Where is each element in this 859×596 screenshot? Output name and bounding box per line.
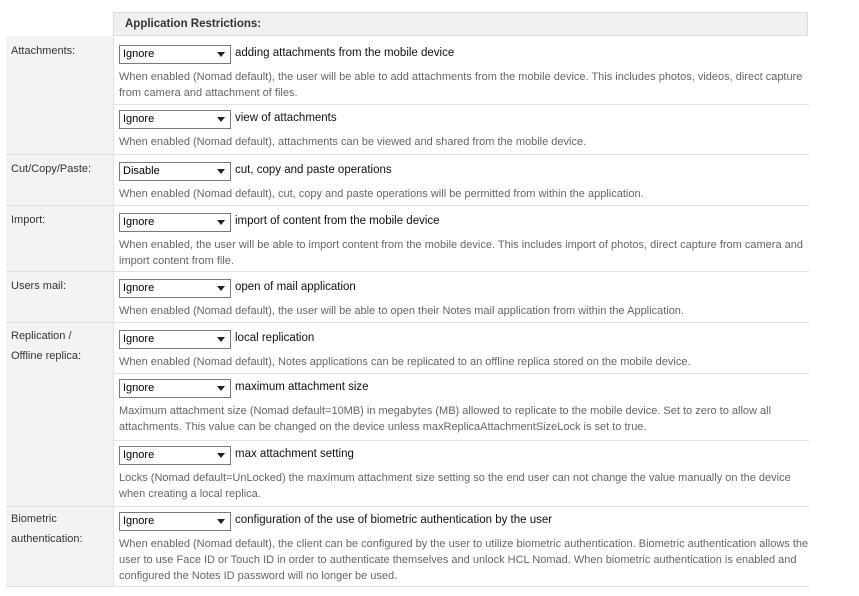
add-attachments-description: When enabled (Nomad default), the user will be able to add attachments from the mobile device. This includes photos, videos, direct capture from camera and attachment of files.: [119, 71, 803, 99]
max-attachment-lock-select-value: Ignore: [123, 449, 155, 461]
chevron-down-icon[interactable]: [214, 47, 229, 62]
group-label-cut-copy-paste: Cut/Copy/Paste:: [11, 163, 92, 175]
label-column: [6, 36, 114, 587]
import-content-select[interactable]: [119, 213, 231, 232]
biometric-auth-select[interactable]: [119, 512, 231, 531]
biometric-auth-label: configuration of the use of biometric authentication by the user: [235, 514, 553, 526]
chevron-down-icon[interactable]: [214, 514, 229, 529]
view-attachments-description: When enabled (Nomad default), attachments can be viewed and shared from the mobile device.: [119, 136, 587, 148]
open-mail-select[interactable]: [119, 279, 231, 298]
group-label-users-mail: Users mail:: [11, 280, 67, 292]
group-separator: [6, 154, 809, 155]
group-separator: [6, 586, 809, 587]
cut-copy-paste-select[interactable]: [119, 162, 231, 181]
chevron-down-icon[interactable]: [214, 112, 229, 127]
chevron-down-icon[interactable]: [214, 281, 229, 296]
local-replication-label: local replication: [235, 332, 315, 344]
group-separator: [6, 322, 809, 323]
import-content-description: When enabled, the user will be able to import content from the mobile device. This includes import of photos, direct capture from camera and import content from file.: [119, 239, 803, 267]
add-attachments-select-value: Ignore: [123, 48, 155, 60]
group-label-replication: [11, 326, 111, 366]
open-mail-label: open of mail application: [235, 281, 356, 293]
chevron-down-icon[interactable]: [214, 332, 229, 347]
max-attachment-lock-description: Locks (Nomad default=UnLocked) the maximum attachment size setting so the end user can not change the value manually on the device when creating a local replica.: [119, 472, 791, 500]
open-mail-description: When enabled (Nomad default), the user will be able to open their Notes mail application from within the Application.: [119, 305, 684, 317]
max-attachment-lock-select[interactable]: [119, 446, 231, 465]
add-attachments-select[interactable]: [119, 45, 231, 64]
group-label-biometric: [11, 509, 111, 549]
biometric-auth-select-value: Ignore: [123, 515, 155, 527]
open-mail-select-value: Ignore: [123, 282, 155, 294]
local-replication-select-value: Ignore: [123, 333, 155, 345]
group-label-biometric-line1: Biometric: [11, 513, 57, 525]
local-replication-description: When enabled (Nomad default), Notes applications can be replicated to an offline replica stored on the mobile device.: [119, 356, 691, 368]
group-label-biometric-line2: authentication:: [11, 533, 83, 545]
section-title: Application Restrictions:: [125, 18, 262, 30]
entry-separator: [113, 104, 809, 105]
group-separator: [6, 271, 809, 272]
chevron-down-icon[interactable]: [214, 448, 229, 463]
group-separator: [6, 205, 809, 206]
group-label-replication-line2: Offline replica:: [11, 350, 82, 362]
chevron-down-icon[interactable]: [214, 381, 229, 396]
view-attachments-select-value: Ignore: [123, 113, 155, 125]
view-attachments-select[interactable]: [119, 110, 231, 129]
max-attachment-size-label: maximum attachment size: [235, 381, 369, 393]
cut-copy-paste-label: cut, copy and paste operations: [235, 164, 392, 176]
add-attachments-label: adding attachments from the mobile device: [235, 47, 455, 59]
group-label-attachments: Attachments:: [11, 45, 76, 57]
max-attachment-lock-label: max attachment setting: [235, 448, 354, 460]
import-content-select-value: Ignore: [123, 216, 155, 228]
cut-copy-paste-description: When enabled (Nomad default), cut, copy and paste operations will be permitted from within the application.: [119, 188, 644, 200]
max-attachment-size-select-value: Ignore: [123, 382, 155, 394]
max-attachment-size-description: Maximum attachment size (Nomad default=10MB) in megabytes (MB) allowed to replicate to the mobile device. Set to zero to allow all attachments. This value can be changed on the device unless maxReplicaAttachmentSizeLock is set to true.: [119, 405, 772, 433]
view-attachments-label: view of attachments: [235, 112, 337, 124]
local-replication-select[interactable]: [119, 330, 231, 349]
group-separator: [6, 506, 809, 507]
max-attachment-size-select[interactable]: [119, 379, 231, 398]
chevron-down-icon[interactable]: [214, 215, 229, 230]
cut-copy-paste-select-value: Disable: [123, 165, 160, 177]
chevron-down-icon[interactable]: [214, 164, 229, 179]
biometric-auth-description: When enabled (Nomad default), the client can be configured by the user to utilize biometric authentication. Biometric authentication allows the user to use Face ID or Touch ID in order to authenticate themselves and unlock HCL Nomad. When biometric authentication is enabled and configured the Notes ID password will no longer be used.: [119, 538, 809, 582]
entry-separator: [113, 440, 809, 441]
group-label-replication-line1: Replication /: [11, 330, 72, 342]
import-content-label: import of content from the mobile device: [235, 215, 440, 227]
entry-separator: [113, 373, 809, 374]
section-header: [113, 12, 808, 36]
group-label-import: Import:: [11, 214, 46, 226]
